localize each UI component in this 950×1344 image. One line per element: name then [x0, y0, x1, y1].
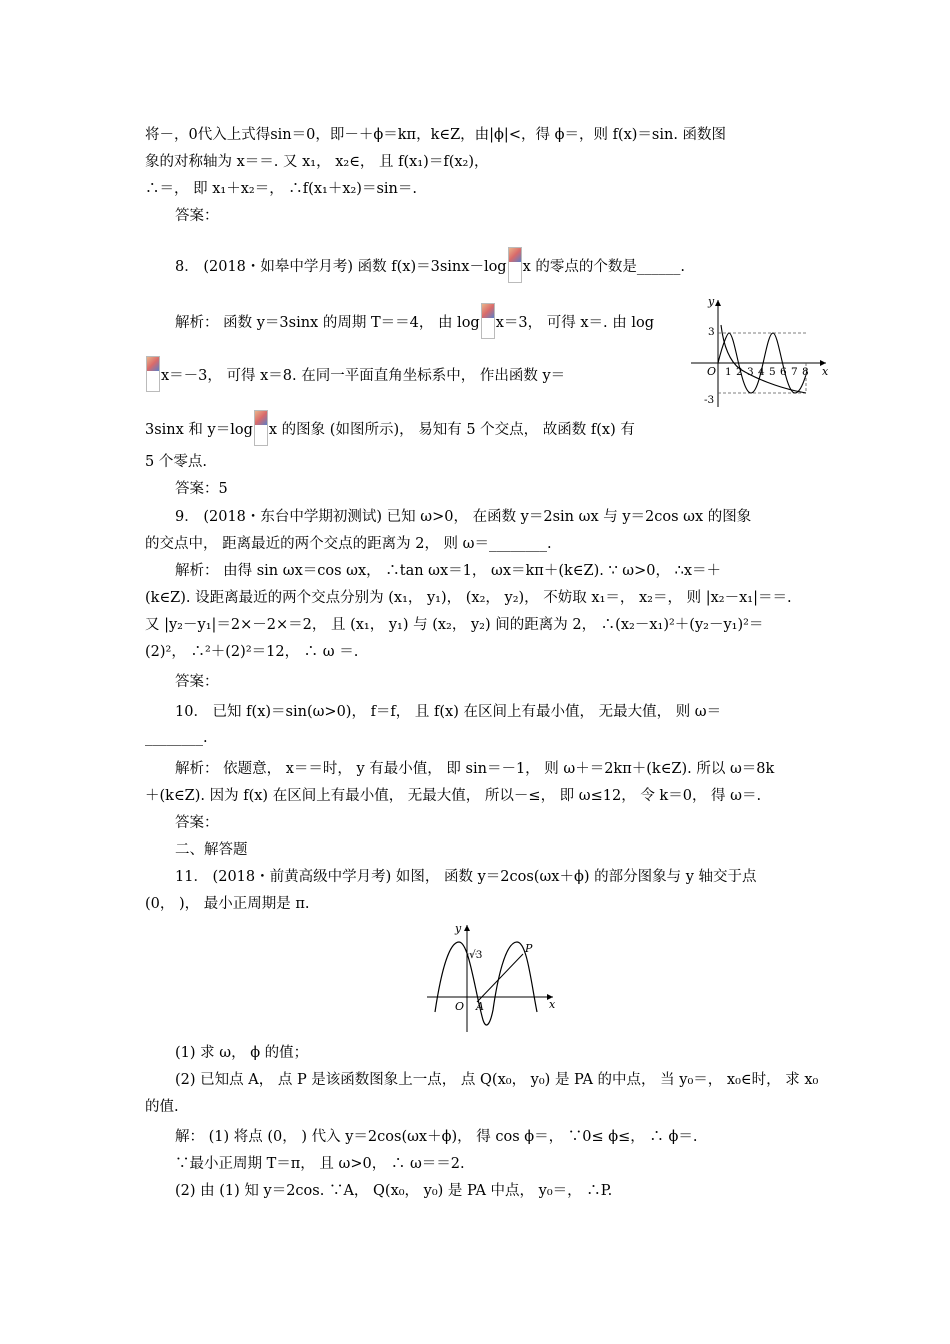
fig1-x-tick: 1	[725, 366, 732, 378]
s8-text-a: 3sinx 和 y＝log	[145, 422, 253, 438]
answer-label: 答案：	[175, 208, 219, 224]
question-11-part1: (1) 求 ω， ϕ 的值；	[175, 1045, 309, 1061]
solution-9-line3: 又 |y₂－y₁|＝2×－2×＝2， 且 (x₁， y₁) 与 (x₂， y₂) 间的距离为 2， ∴(x₂－x₁)²＋(y₂－y₁)²＝	[145, 617, 764, 633]
solution-8-line3	[145, 410, 635, 446]
fig1-tick-neg: -3	[704, 394, 715, 406]
fig2-y-label: y	[455, 922, 462, 935]
answer-9: 答案：	[175, 674, 219, 690]
section-heading: 二、解答题	[175, 842, 248, 858]
fig1-x-tick: 6	[780, 366, 787, 378]
question-8	[175, 247, 685, 283]
fig1-x-tick: 5	[769, 366, 776, 378]
question-11-line1: 11． (2018・前黄高级中学月考) 如图， 函数 y＝2cos(ωx＋ϕ) 的部分图象与 y 轴交于点	[175, 869, 757, 885]
solution-8-line4: 5 个零点.	[145, 454, 207, 470]
solution-8-line2	[145, 356, 565, 392]
line: 象的对称轴为 x＝＝. 又 x₁， x₂∈， 且 f(x₁)＝f(x₂)，	[145, 154, 489, 170]
question-11-line2: (0， )， 最小正周期是 π.	[145, 896, 310, 912]
question-11-part2-line1: (2) 已知点 A， 点 P 是该函数图象上一点， 点 Q(x₀， y₀) 是 PA 的中点， 当 y₀＝， x₀∈时， 求 x₀	[175, 1072, 819, 1088]
question-11-part2-line2: 的值.	[145, 1099, 179, 1115]
fig2-sqrt3: √3	[469, 949, 483, 961]
question-9-line1: 9． (2018・东台中学期初测试) 已知 ω>0， 在函数 y＝2sin ωx 与 y＝2cos ωx 的图象	[175, 509, 752, 525]
fig2-origin: O	[455, 1000, 465, 1013]
fig1-y-label: y	[708, 295, 715, 308]
answer-8: 答案：5	[175, 481, 228, 497]
answer-10: 答案：	[175, 815, 219, 831]
fig2-point-a: A	[476, 1000, 484, 1013]
solution-10-line2: ＋(k∈Z). 因为 f(x) 在区间上有最小值， 无最大值， 所以－≤， 即 ω≤12， 令 k＝0， 得 ω＝.	[145, 788, 762, 804]
fig1-x-label: x	[822, 365, 829, 378]
fig2-point-p: P	[525, 942, 533, 955]
solution-11-line2: ∵最小正周期 T＝π， 且 ω>0， ∴ ω＝＝2.	[175, 1156, 465, 1172]
question-10-line1: 10． 已知 f(x)＝sin(ω>0)， f＝f， 且 f(x) 在区间上有最小值， 无最大值， 则 ω＝	[175, 704, 722, 720]
s8-text-b: x＝3， 可得 x＝. 由 log	[495, 315, 654, 331]
solution-9-line1: 解析： 由得 sin ωx＝cos ωx， ∴tan ωx＝1， ωx＝kπ＋(k∈Z). ∵ ω>0， ∴x＝＋	[175, 563, 722, 579]
solution-11-line3: (2) 由 (1) 知 y＝2cos. ∵A， Q(x₀， y₀) 是 PA 中点， y₀＝， ∴P.	[175, 1183, 613, 1199]
fig1-x-tick: 3	[747, 366, 754, 378]
line: ∴＝， 即 x₁＋x₂＝， ∴f(x₁＋x₂)＝sin＝.	[145, 181, 417, 197]
q8-text-b: x 的零点的个数是______.	[522, 259, 686, 275]
fig1-x-tick: 7	[791, 366, 798, 378]
figure-cos-graph	[425, 922, 565, 1034]
figure-sin-log-graph	[688, 295, 833, 410]
q8-text-a: 8． (2018・如皋中学月考) 函数 f(x)＝3sinx－log	[175, 259, 507, 275]
question-9-line2: 的交点中， 距离最近的两个交点的距离为 2， 则 ω＝________.	[145, 536, 552, 552]
fig2-x-label: x	[549, 998, 556, 1011]
log-base-image-icon	[254, 410, 268, 446]
line: 将－，0代入上式得sin＝0，即－＋ϕ＝kπ，k∈Z，由|ϕ|<，得 ϕ＝，则 f(x)＝sin. 函数图	[145, 127, 727, 143]
log-base-image-icon	[481, 303, 495, 339]
fig1-x-tick: 8	[802, 366, 809, 378]
solution-8-line1	[175, 303, 654, 339]
question-10-line2: ________.	[145, 730, 208, 746]
log-base-image-icon	[508, 247, 522, 283]
fig1-tick-pos: 3	[708, 326, 715, 338]
s8-text-a: 解析： 函数 y＝3sinx 的周期 T＝＝4， 由 log	[175, 315, 480, 331]
solution-10-line1: 解析： 依题意， x＝＝时， y 有最小值， 即 sin＝－1， 则 ω＋＝2kπ＋(k∈Z). 所以 ω＝8k	[175, 761, 775, 777]
solution-9-line4: (2)²， ∴²＋(2)²＝12， ∴ ω ＝.	[145, 644, 359, 660]
fig1-x-tick: 4	[758, 366, 765, 378]
fig1-origin: O	[707, 365, 717, 378]
s8-text-b: x 的图象 (如图所示)， 易知有 5 个交点， 故函数 f(x) 有	[268, 422, 635, 438]
solution-11-line1: 解： (1) 将点 (0， ) 代入 y＝2cos(ωx＋ϕ)， 得 cos ϕ＝， ∵0≤ ϕ≤， ∴ ϕ＝.	[175, 1129, 698, 1145]
s8-text: x＝－3， 可得 x＝8. 在同一平面直角坐标系中， 作出函数 y＝	[161, 368, 566, 384]
fig1-x-tick: 2	[736, 366, 743, 378]
solution-9-line2: (k∈Z). 设距离最近的两个交点分别为 (x₁， y₁)， (x₂， y₂)， 不妨取 x₁＝， x₂＝， 则 |x₂－x₁|＝＝.	[145, 590, 792, 606]
log-base-image-icon	[146, 356, 160, 392]
